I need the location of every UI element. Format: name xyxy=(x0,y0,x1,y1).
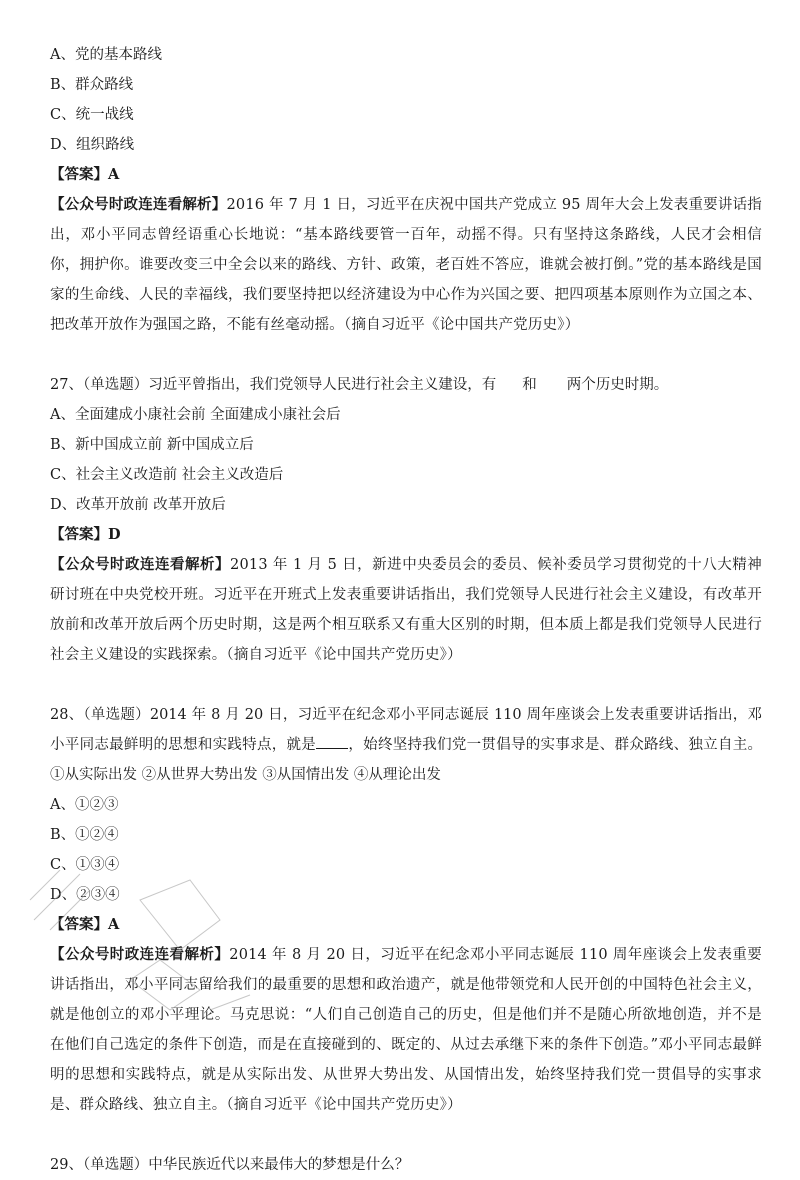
option-a: A、全面建成小康社会前 全面建成小康社会后 xyxy=(50,407,341,423)
option-a: A、党的基本路线 xyxy=(50,47,162,63)
option-d: D、②③④ xyxy=(50,887,120,903)
analysis-text: 2016 年 7 月 1 日，习近平在庆祝中国共产党成立 95 周年大会上发表重要讲话指出，邓小平同志曾经语重心长地说：“基本路线要管一百年，动摇不得。只有坚持这条路线，人民才会相信你，拥护你。谁要改变三中全会以来的路线、方针、政策，老百姓不答应，谁就会被打倒。”党的基本路线是国家的生命线、人民的幸福线，我们要坚持把以经济建设为中心作为兴国之要、把四项基本原则作为立国之本、把改革开放作为强国之路，不能有丝毫动摇。（摘自习近平《论中国共产党历史》） xyxy=(50,197,762,333)
fill-blank-line xyxy=(316,734,348,749)
option-c: C、社会主义改造前 社会主义改造后 xyxy=(50,467,284,483)
question-29-stem: 29、（单选题）中华民族近代以来最伟大的梦想是什么？ xyxy=(50,1157,410,1173)
option-c: C、统一战线 xyxy=(50,107,134,123)
question-28-stem xyxy=(50,700,762,790)
analysis-tag: 【公众号时政连连看解析】 xyxy=(50,556,231,573)
analysis-tag: 【公众号时政连连看解析】 xyxy=(50,196,227,213)
option-b: B、群众路线 xyxy=(50,77,134,93)
analysis-paragraph xyxy=(50,550,762,670)
answer: 【答案】D xyxy=(50,526,121,543)
stem-part: ，始终坚持我们党一贯倡导的实事求是、群众路线、独立自主。 ①从实际出发 ②从世界大势出发 ③从国情出发 ④从理论出发 xyxy=(50,737,763,783)
question-27-stem xyxy=(50,370,762,400)
stem-part: 和 xyxy=(522,377,537,393)
document-page xyxy=(50,40,762,1180)
option-b: B、①②④ xyxy=(50,827,119,843)
spacer xyxy=(50,670,762,700)
stem-part: 28、（单选题）2014 年 8 月 20 日，习近平在纪念邓小平同志诞辰 110 周年座谈会上发表重要讲话指出，邓小平同志最鲜明的思想和实践特点，就是 xyxy=(50,707,762,753)
analysis-text: 2014 年 8 月 20 日，习近平在纪念邓小平同志诞辰 110 周年座谈会上发表重要讲话指出，邓小平同志留给我们的最重要的思想和政治遗产，就是他带领党和人民开创的中国特色社会主义，就是他创立的邓小平理论。马克思说：“人们自己创造自己的历史，但是他们并不是随心所欲地创造，并不是在他们自己选定的条件下创造，而是在直接碰到的、既定的、从过去承继下来的条件下创造。”邓小平同志最鲜明的思想和实践特点，就是从实际出发、从世界大势出发、从国情出发，始终坚持我们党一贯倡导的实事求是、群众路线、独立自主。（摘自习近平《论中国共产党历史》） xyxy=(50,947,762,1113)
analysis-paragraph xyxy=(50,940,762,1120)
spacer xyxy=(50,1120,762,1150)
stem-part: 27、（单选题）习近平曾指出，我们党领导人民进行社会主义建设，有 xyxy=(50,377,497,393)
analysis-text: 2013 年 1 月 5 日，新进中央委员会的委员、候补委员学习贯彻党的十八大精神研讨班在中央党校开班。习近平在开班式上发表重要讲话指出，我们党领导人民进行社会主义建设，有改革开放前和改革开放后两个历史时期，这是两个相互联系又有重大区别的时期，但本质上都是我们党领导人民进行社会主义建设的实践探索。（摘自习近平《论中国共产党历史》） xyxy=(50,557,762,663)
stem-part: 两个历史时期。 xyxy=(566,377,669,393)
answer: 【答案】A xyxy=(50,166,120,183)
spacer xyxy=(50,340,762,370)
option-d: D、改革开放前 改革开放后 xyxy=(50,497,226,513)
option-b: B、新中国成立前 新中国成立后 xyxy=(50,437,254,453)
option-d: D、组织路线 xyxy=(50,137,135,153)
option-a: A、①②③ xyxy=(50,797,119,813)
answer: 【答案】A xyxy=(50,916,120,933)
analysis-paragraph xyxy=(50,190,762,340)
option-c: C、①③④ xyxy=(50,857,120,873)
analysis-tag: 【公众号时政连连看解析】 xyxy=(50,946,230,963)
